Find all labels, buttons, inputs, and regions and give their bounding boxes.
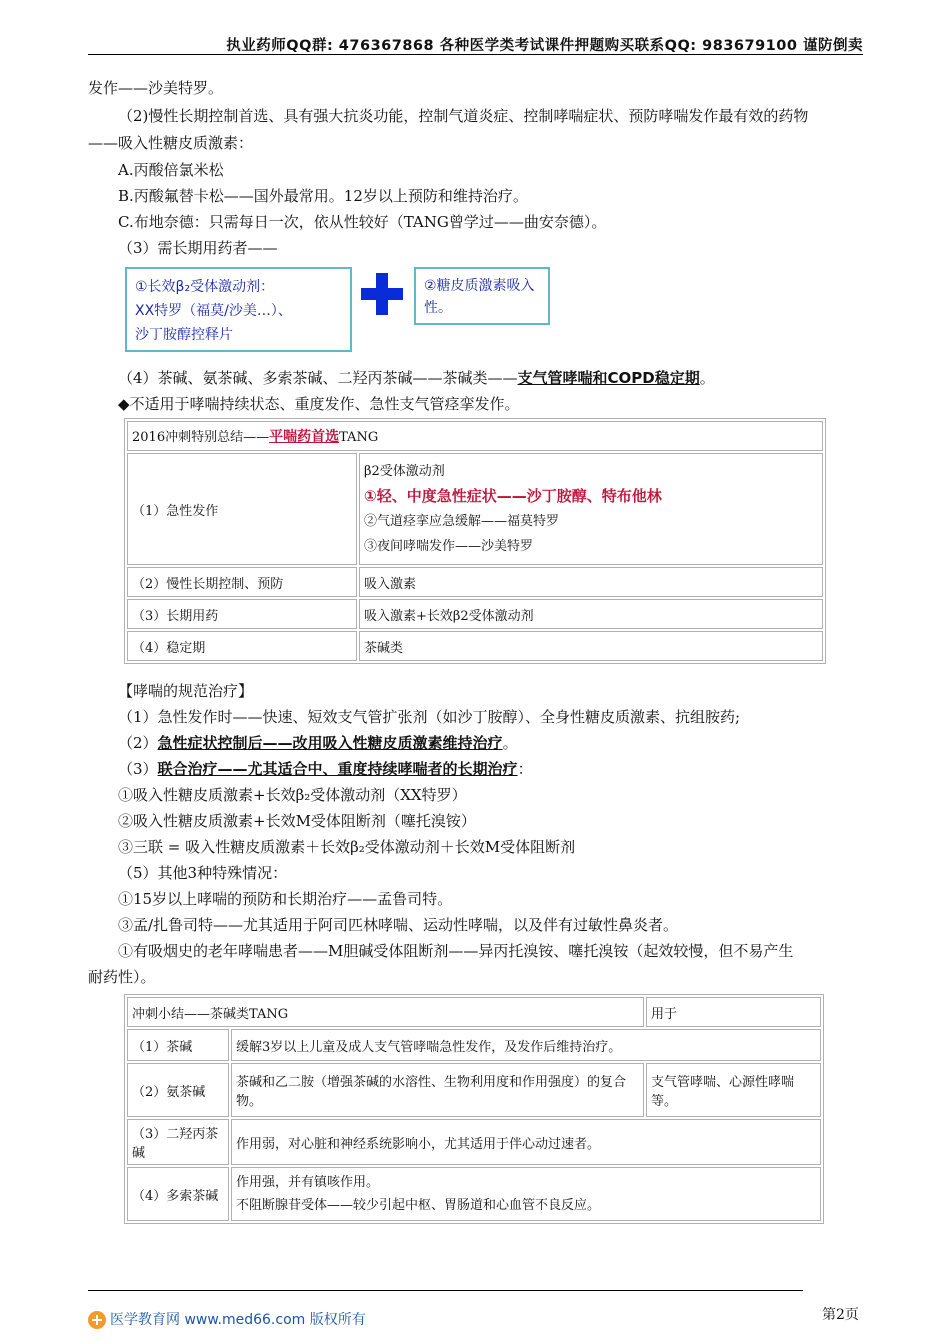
text-line: ①吸入性糖皮质激素+长效β₂受体激动剂（XX特罗） xyxy=(118,786,467,804)
summary-table-theophylline xyxy=(124,994,824,1224)
text-line: 发作——沙美特罗。 xyxy=(88,79,224,97)
text-line: ①有吸烟史的老年哮喘患者——M胆碱受体阻断剂——异丙托溴铵、噻托溴铵（起效较慢，但不易产生 xyxy=(118,942,794,960)
text-line: B.丙酸氟替卡松——国外最常用。12岁以上预防和维持治疗。 xyxy=(118,187,528,205)
text-line: ③三联 = 吸入性糖皮质激素＋长效β₂受体激动剂＋长效M受体阻断剂 xyxy=(118,838,576,856)
text-line: （4）茶碱、氨茶碱、多索茶碱、二羟丙茶碱——茶碱类——支气管哮喘和COPD稳定期。 xyxy=(118,369,715,387)
table-row-value: 吸入激素 xyxy=(359,567,823,597)
table-row-desc: 作用强，并有镇咳作用。 不阻断腺苷受体——较少引起中枢、胃肠道和心血管不良反应。 xyxy=(231,1167,821,1221)
table-row-value: 茶碱类 xyxy=(359,631,823,661)
text-line: ◆不适用于哮喘持续状态、重度发作、急性支气管痉挛发作。 xyxy=(118,395,520,413)
laba-box xyxy=(125,267,352,352)
laba-line: XX特罗（福莫/沙美…）、 xyxy=(135,303,292,319)
table-row-label: （4）稳定期 xyxy=(127,631,357,661)
table-row-desc: 茶碱和乙二胺（增强茶碱的水溶性、生物利用度和作用强度）的复合物。 xyxy=(231,1063,644,1117)
header-divider xyxy=(88,54,863,55)
table-row-desc: 缓解3岁以上儿童及成人支气管哮喘急性发作，及发作后维持治疗。 xyxy=(231,1029,821,1061)
table-row-label: （2）氨茶碱 xyxy=(127,1063,229,1117)
table-header-use: 用于 xyxy=(646,997,821,1027)
text-line: （2）急性症状控制后——改用吸入性糖皮质激素维持治疗。 xyxy=(118,734,518,752)
text-line: ③孟/扎鲁司特——尤其适用于阿司匹林哮喘、运动性哮喘，以及伴有过敏性鼻炎者。 xyxy=(118,916,679,934)
footer-logo: 医学教育网 www.med66.com 版权所有 xyxy=(88,1309,366,1329)
table-row-label: （2）慢性长期控制、预防 xyxy=(127,567,357,597)
ics-box xyxy=(414,267,550,325)
table-row-label: （3）二羟丙茶碱 xyxy=(127,1119,229,1165)
text-line: ①15岁以上哮喘的预防和长期治疗——孟鲁司特。 xyxy=(118,890,453,908)
table-row-label: （1）急性发作 xyxy=(127,453,357,565)
med66-logo-icon xyxy=(88,1311,106,1329)
table-row-value: 吸入激素+长效β2受体激动剂 xyxy=(359,599,823,629)
table-row-desc: 作用弱，对心脏和神经系统影响小，尤其适用于伴心动过速者。 xyxy=(231,1119,821,1165)
laba-line: 沙丁胺醇控释片 xyxy=(135,327,233,343)
section-title: 【哮喘的规范治疗】 xyxy=(118,682,254,700)
text-line: ——吸入性糖皮质激素： xyxy=(88,134,254,152)
text-line: C.布地奈德：只需每日一次，依从性较好（TANG曾学过——曲安奈德）。 xyxy=(118,213,607,231)
table-row-label: （1）茶碱 xyxy=(127,1029,229,1061)
text-line: （3）需长期用药者—— xyxy=(118,239,278,257)
laba-line: ①长效β₂受体激动剂： xyxy=(135,279,275,295)
text-line: （1）急性发作时——快速、短效支气管扩张剂（如沙丁胺醇）、全身性糖皮质激素、抗组胺药; xyxy=(118,708,741,726)
text-line: A.丙酸倍氯米松 xyxy=(118,161,224,179)
page-header: 执业药师QQ群: 476367868 各种医学类考试课件押题购买联系QQ: 983679100 谨防倒卖 xyxy=(226,38,863,54)
text-line: （2)慢性长期控制首选、具有强大抗炎功能，控制气道炎症、控制哮喘症状、预防哮喘发作最有效的药物 xyxy=(118,107,809,125)
text-line: ②吸入性糖皮质激素+长效M受体阻断剂（噻托溴铵） xyxy=(118,812,476,830)
ics-line: ②糖皮质激素吸入 xyxy=(424,278,535,294)
table-title: 2016冲刺特别总结——平喘药首选TANG xyxy=(127,421,823,451)
text-line: 耐药性）。 xyxy=(88,968,156,986)
text-line: （5）其他3种特殊情况： xyxy=(118,864,288,882)
summary-table-antiasthma xyxy=(124,418,826,664)
table-row-label: （4）多索茶碱 xyxy=(127,1167,229,1221)
ics-line: 性。 xyxy=(424,300,452,316)
text-line: （3）联合治疗——尤其适合中、重度持续哮喘者的长期治疗： xyxy=(118,760,533,778)
table-row-use: 支气管哮喘、心源性哮喘等。 xyxy=(646,1063,821,1117)
table-title: 冲刺小结——茶碱类TANG xyxy=(127,997,644,1027)
footer-divider xyxy=(88,1290,803,1291)
plus-icon xyxy=(361,273,403,315)
table-row-label: （3）长期用药 xyxy=(127,599,357,629)
page-number: 第2页 xyxy=(822,1307,859,1323)
table-row-value: β2受体激动剂 ①轻、中度急性症状——沙丁胺醇、特布他林 ②气道痉挛应急缓解——福莫特罗 ③夜间哮喘发作——沙美特罗 xyxy=(359,453,823,565)
